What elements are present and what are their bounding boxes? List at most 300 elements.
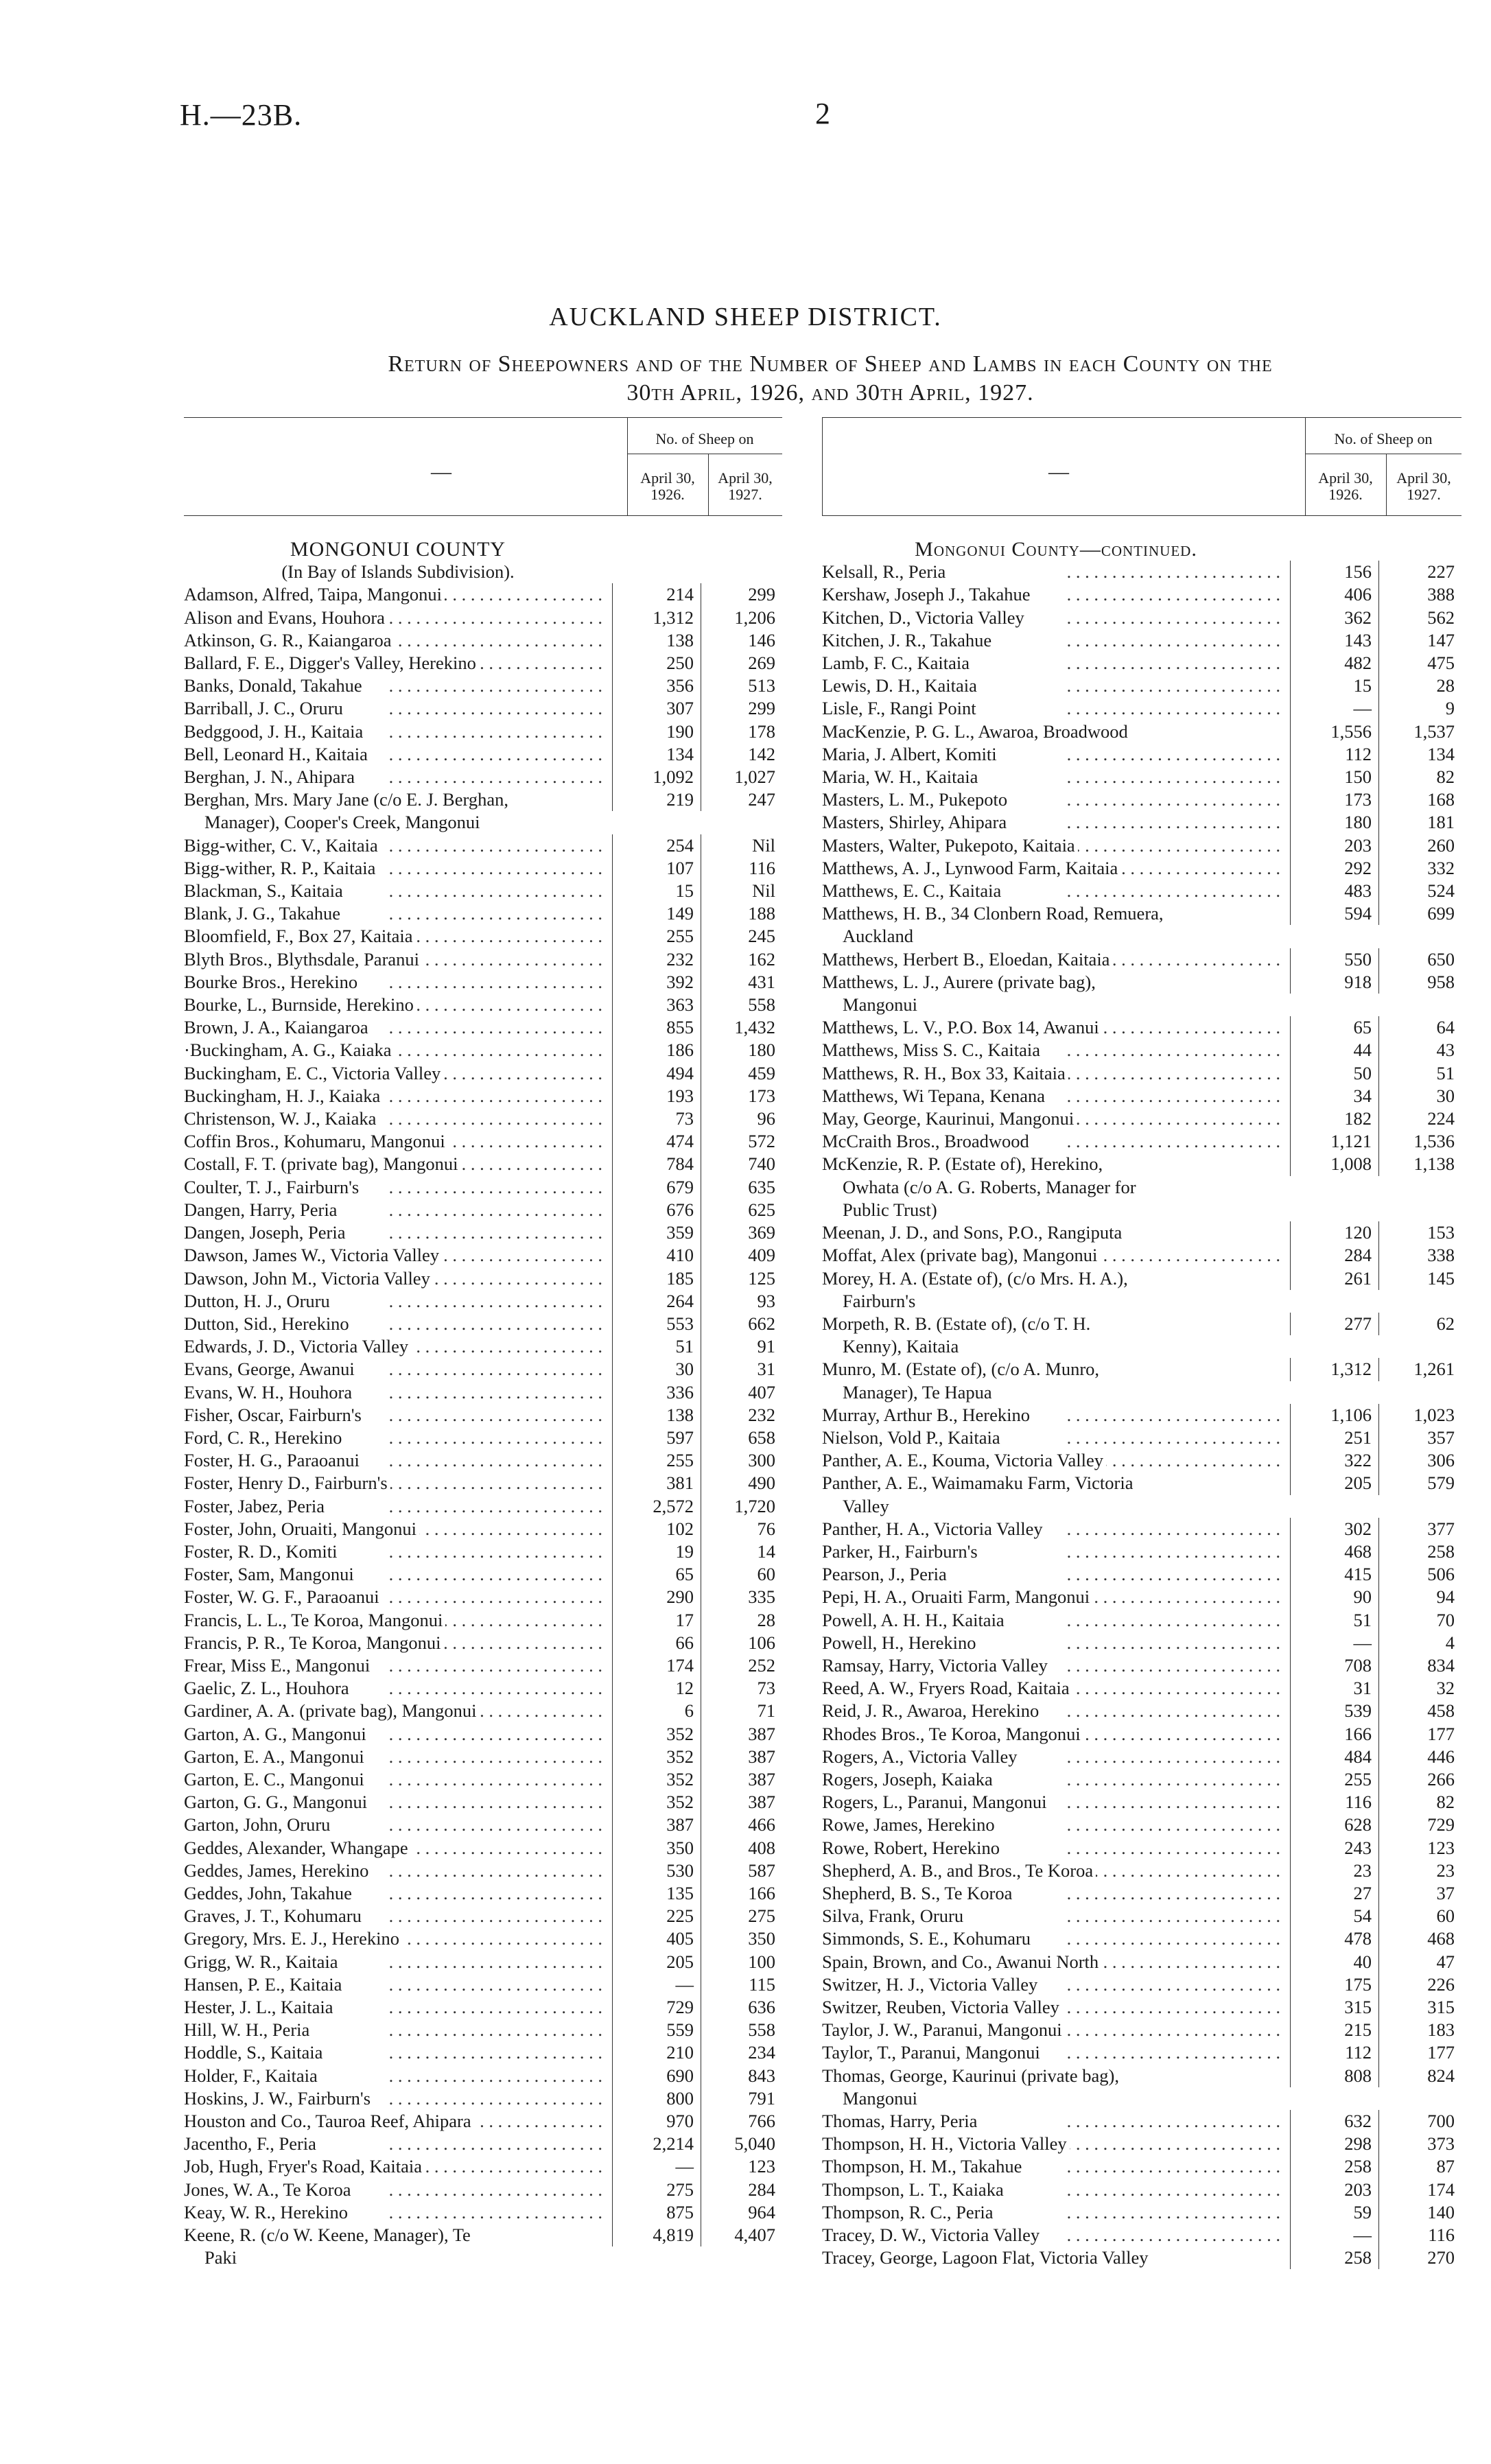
sheep-1927: 275 xyxy=(701,1905,782,1927)
table-row xyxy=(822,2155,1461,2178)
owner-name xyxy=(184,1632,612,1654)
sheep-1926: 210 xyxy=(612,2041,701,2064)
col-1927-header: April 30, 1927. xyxy=(718,469,773,503)
sheep-1926: 250 xyxy=(612,652,701,674)
owner-name xyxy=(184,2246,612,2269)
sheep-1927: 431 xyxy=(701,971,782,994)
sheep-1927: 96 xyxy=(701,1107,782,1130)
owner-name xyxy=(822,1085,1290,1107)
sheep-1927: 174 xyxy=(1378,2179,1461,2201)
sheep-1927: 260 xyxy=(1378,834,1461,857)
owner-name-text: Edwards, J. D., Victoria Valley xyxy=(184,1336,411,1357)
sheep-1926: 307 xyxy=(612,697,701,720)
owner-name xyxy=(184,1837,612,1859)
owner-name-text: Matthews, H. B., 34 Clonbern Road, Remuera, xyxy=(822,903,1166,924)
owner-name-text: Geddes, John, Takahue xyxy=(184,1883,355,1903)
table-row xyxy=(184,2087,782,2110)
owner-name-text: Gregory, Mrs. E. J., Herekino xyxy=(184,1928,402,1949)
table-row xyxy=(822,1586,1461,1608)
table-row xyxy=(184,857,782,880)
owner-name-text: Bourke, L., Burnside, Herekino xyxy=(184,994,416,1015)
owner-name-text: Ballard, F. E., Digger's Valley, Herekino xyxy=(184,653,479,673)
owner-name xyxy=(184,1996,612,2019)
owner-name xyxy=(822,2179,1290,2201)
table-row xyxy=(184,1791,782,1814)
sheep-1926: 203 xyxy=(1290,2179,1378,2201)
sheep-1927: 635 xyxy=(701,1176,782,1199)
owner-name-text: Panther, A. E., Waimamaku Farm, Victoria xyxy=(822,1472,1136,1493)
table-row xyxy=(822,629,1461,652)
sheep-1926: 190 xyxy=(612,720,701,743)
sheep-1927: 106 xyxy=(701,1632,782,1654)
table-row xyxy=(822,1016,1461,1039)
owner-name-text: Bloomfield, F., Box 27, Kaitaia xyxy=(184,926,416,946)
table-row xyxy=(822,2065,1461,2087)
table-row xyxy=(184,1859,782,1882)
owner-name-text: Hester, J. L., Kaitaia xyxy=(184,1997,336,2017)
sheep-1926: 51 xyxy=(1290,1609,1378,1632)
owner-name-text: Hansen, P. E., Kaitaia xyxy=(184,1974,344,1995)
owner-name xyxy=(184,925,612,948)
owner-name-text: Switzer, Reuben, Victoria Valley xyxy=(822,1997,1062,2017)
owner-name-text: Thomas, George, Kaurinui (private bag), xyxy=(822,2065,1122,2086)
owner-name-text: Alison and Evans, Houhora xyxy=(184,607,388,628)
table-row xyxy=(184,1244,782,1267)
owner-name xyxy=(184,1518,612,1540)
sheep-1926: 363 xyxy=(612,994,701,1016)
table-row xyxy=(184,1381,782,1404)
sheep-1927: 766 xyxy=(701,2110,782,2133)
owner-name xyxy=(184,1814,612,1836)
sheep-1926: 59 xyxy=(1290,2201,1378,2224)
table-row xyxy=(184,1290,782,1313)
sheep-1927: 224 xyxy=(1378,1107,1461,1130)
sheep-1926: 679 xyxy=(612,1176,701,1199)
owner-name-text: Jacentho, F., Peria xyxy=(184,2133,319,2154)
sheep-1927: 284 xyxy=(701,2179,782,2201)
owner-name xyxy=(184,1130,612,1153)
sheep-1927: 153 xyxy=(1378,1221,1461,1244)
owner-name xyxy=(822,1905,1290,1927)
sheep-1927: 388 xyxy=(1378,583,1461,606)
owner-name xyxy=(184,788,612,811)
sheep-1926: 175 xyxy=(1290,1973,1378,1996)
owner-name xyxy=(822,902,1290,925)
sheep-count-group-header: No. of Sheep on xyxy=(1334,430,1433,447)
owner-name-text: Maria, J. Albert, Komiti xyxy=(822,744,1000,764)
owner-name-text: Lamb, F. C., Kaitaia xyxy=(822,653,972,673)
sheep-1926: 261 xyxy=(1290,1267,1378,1290)
sheep-1926: 15 xyxy=(612,880,701,902)
owner-name-text: Christenson, W. J., Kaiaka xyxy=(184,1108,379,1129)
table-row xyxy=(822,1221,1461,1244)
owner-name-text: Kenny), Kaitaia xyxy=(843,1336,961,1357)
owner-name xyxy=(184,994,612,1016)
sheep-1926: 19 xyxy=(612,1540,701,1563)
table-row xyxy=(184,1358,782,1381)
owner-name xyxy=(822,1951,1290,1973)
sheep-1926: 135 xyxy=(612,1882,701,1905)
owner-name-text: Thompson, H. M., Takahue xyxy=(822,2156,1024,2176)
owner-name xyxy=(184,1768,612,1791)
owner-name-text: MacKenzie, P. G. L., Awaroa, Broadwood xyxy=(822,721,1131,742)
owner-name-text: Bigg-wither, R. P., Kaitaia xyxy=(184,858,378,878)
table-row xyxy=(822,1085,1461,1107)
sheep-1927: 140 xyxy=(1378,2201,1461,2224)
owner-name xyxy=(184,1951,612,1973)
owner-name-text: Foster, Jabez, Peria xyxy=(184,1496,327,1516)
table-row xyxy=(184,1518,782,1540)
table-row xyxy=(184,1905,782,1927)
table-row xyxy=(822,1130,1461,1153)
owner-name xyxy=(822,629,1290,652)
owner-name-text: Pearson, J., Peria xyxy=(822,1564,950,1584)
table-row xyxy=(184,1654,782,1677)
sheep-1927: 180 xyxy=(701,1039,782,1061)
table-row xyxy=(184,607,782,629)
table-row xyxy=(822,994,1461,1016)
owner-name-text: Morey, H. A. (Estate of), (c/o Mrs. H. A.), xyxy=(822,1268,1131,1289)
owner-name-text: Grigg, W. R., Kaitaia xyxy=(184,1951,341,1972)
owner-name-text: Simmonds, S. E., Kohumaru xyxy=(822,1928,1033,1949)
right-table-body xyxy=(822,516,1461,2269)
owner-name xyxy=(822,1449,1290,1472)
owner-name xyxy=(822,1996,1290,2019)
owner-name-text: Gaelic, Z. L., Houhora xyxy=(184,1678,352,1698)
owner-name-text: Foster, Sam, Mangonui xyxy=(184,1564,357,1584)
owner-name-text: Panther, H. A., Victoria Valley xyxy=(822,1518,1046,1539)
owner-name-text: Rowe, Robert, Herekino xyxy=(822,1838,1002,1858)
owner-name-text: Keene, R. (c/o W. Keene, Manager), Te xyxy=(184,2225,473,2245)
owner-name-text: Matthews, Miss S. C., Kaitaia xyxy=(822,1040,1043,1060)
table-row xyxy=(822,902,1461,925)
owner-name xyxy=(184,1746,612,1768)
owner-name-text: Owhata (c/o A. G. Roberts, Manager for xyxy=(843,1177,1139,1197)
left-table xyxy=(184,417,782,2269)
sheep-1927: 116 xyxy=(701,857,782,880)
page-subtitle xyxy=(185,350,1475,408)
owner-name xyxy=(822,2065,1290,2087)
sheep-1926: 156 xyxy=(1290,561,1378,583)
sheep-1926: 708 xyxy=(1290,1654,1378,1677)
table-row xyxy=(822,1176,1461,1199)
owner-name-text: Manager), Te Hapua xyxy=(843,1382,995,1403)
owner-name xyxy=(822,1677,1290,1700)
table-row xyxy=(822,1768,1461,1791)
sheep-1927: 226 xyxy=(1378,1973,1461,1996)
owner-name xyxy=(822,1016,1290,1039)
owner-name xyxy=(184,1107,612,1130)
table-row xyxy=(184,1927,782,1950)
table-row xyxy=(184,1996,782,2019)
sheep-1926: — xyxy=(1290,2224,1378,2246)
owner-name-text: Rogers, Joseph, Kaiaka xyxy=(822,1769,996,1790)
sheep-1927: 558 xyxy=(701,994,782,1016)
owner-name-text: Mangonui xyxy=(843,994,920,1015)
sheep-1926: 215 xyxy=(1290,2019,1378,2041)
owner-name-text: Switzer, H. J., Victoria Valley xyxy=(822,1974,1040,1995)
table-row xyxy=(184,1107,782,1130)
owner-name xyxy=(822,1244,1290,1267)
sheep-1926: 149 xyxy=(612,902,701,925)
sheep-1927: 315 xyxy=(1378,1996,1461,2019)
table-row xyxy=(184,1609,782,1632)
table-row xyxy=(822,2201,1461,2224)
sheep-1926: 474 xyxy=(612,1130,701,1153)
sheep-1927: 387 xyxy=(701,1791,782,1814)
sheep-1926: 530 xyxy=(612,1859,701,1882)
owner-name-text: Pepi, H. A., Oruaiti Farm, Mangonui xyxy=(822,1586,1092,1607)
owner-name-text: Houston and Co., Tauroa Reef, Ahipara xyxy=(184,2111,474,2131)
sheep-1927: 62 xyxy=(1378,1313,1461,1335)
sheep-1927: 791 xyxy=(701,2087,782,2110)
sheep-1926: 205 xyxy=(612,1951,701,1973)
sheep-1927: 524 xyxy=(1378,880,1461,902)
owner-name xyxy=(184,1723,612,1746)
owner-name xyxy=(822,857,1290,880)
sheep-1926: 494 xyxy=(612,1062,701,1085)
sheep-1927: 369 xyxy=(701,1221,782,1244)
table-row xyxy=(822,2224,1461,2246)
owner-name xyxy=(184,1381,612,1404)
sheep-1927: 4,407 xyxy=(701,2224,782,2246)
sheep-1926: 186 xyxy=(612,1039,701,1061)
sheep-1927: 82 xyxy=(1378,1791,1461,1814)
table-row xyxy=(822,1449,1461,1472)
owner-name-text: Berghan, Mrs. Mary Jane (c/o E. J. Berghan, xyxy=(184,789,511,810)
table-row xyxy=(822,1358,1461,1381)
owner-name xyxy=(184,1563,612,1586)
owner-name-text: Thompson, R. C., Peria xyxy=(822,2202,996,2222)
owner-name xyxy=(184,1927,612,1950)
sheep-1927: 183 xyxy=(1378,2019,1461,2041)
owner-name-text: Taylor, T., Paranui, Mangonui xyxy=(822,2042,1043,2063)
owner-name xyxy=(822,583,1290,606)
owner-name xyxy=(184,811,612,834)
sheep-1926: 292 xyxy=(1290,857,1378,880)
owner-name-text: Garton, John, Oruru xyxy=(184,1814,333,1835)
owner-name xyxy=(184,971,612,994)
sheep-1926: 17 xyxy=(612,1609,701,1632)
table-row xyxy=(184,948,782,971)
table-row xyxy=(184,1449,782,1472)
owner-name-text: Public Trust) xyxy=(843,1199,940,1220)
owner-name-text: Munro, M. (Estate of), (c/o A. Munro, xyxy=(822,1359,1102,1379)
owner-name xyxy=(822,607,1290,629)
sheep-1927: 306 xyxy=(1378,1449,1461,1472)
sheep-1927: 350 xyxy=(701,1927,782,1950)
sheep-1926: 352 xyxy=(612,1768,701,1791)
owner-name xyxy=(184,1176,612,1199)
owner-name xyxy=(822,652,1290,674)
sheep-1927: 168 xyxy=(1378,788,1461,811)
owner-name-text: Evans, George, Awanui xyxy=(184,1359,357,1379)
sheep-1927: 387 xyxy=(701,1768,782,1791)
right-table xyxy=(822,417,1461,2269)
sheep-1927: 466 xyxy=(701,1814,782,1836)
table-row xyxy=(184,1267,782,1290)
owner-name xyxy=(822,674,1290,697)
owner-name xyxy=(822,2201,1290,2224)
sheep-1926: 51 xyxy=(612,1335,701,1358)
page-title: AUCKLAND SHEEP DISTRICT. xyxy=(549,303,942,331)
table-row xyxy=(822,1107,1461,1130)
owner-name xyxy=(822,1313,1290,1335)
owner-name xyxy=(822,1814,1290,1836)
table-row xyxy=(822,1313,1461,1335)
table-row xyxy=(822,2087,1461,2110)
owner-name xyxy=(822,788,1290,811)
sheep-1926: 277 xyxy=(1290,1313,1378,1335)
sheep-1926: 356 xyxy=(612,674,701,697)
table-row xyxy=(184,1153,782,1175)
table-row xyxy=(822,1677,1461,1700)
sheep-1926: 73 xyxy=(612,1107,701,1130)
right-table-header xyxy=(822,417,1461,516)
owner-name xyxy=(184,2019,612,2041)
sheep-1927: 377 xyxy=(1378,1518,1461,1540)
table-row xyxy=(184,2155,782,2178)
owner-name xyxy=(822,1290,1290,1313)
sheep-1927: 579 xyxy=(1378,1472,1461,1494)
owner-name-text: Dutton, Sid., Herekino xyxy=(184,1313,352,1334)
owner-name xyxy=(184,834,612,857)
sheep-1927: 28 xyxy=(1378,674,1461,697)
owner-name xyxy=(184,1882,612,1905)
sheep-1927: 93 xyxy=(701,1290,782,1313)
sheep-1926: 255 xyxy=(1290,1768,1378,1791)
owner-name xyxy=(184,1290,612,1313)
sheep-1926: 65 xyxy=(612,1563,701,1586)
owner-name-text: Valley xyxy=(843,1496,892,1516)
owner-name-text: Gardiner, A. A. (private bag), Mangonui xyxy=(184,1700,480,1721)
owner-name xyxy=(822,561,1290,583)
subtitle-line-2: 30th April, 1926, and 30th April, 1927. xyxy=(626,380,1034,406)
sheep-1926: 243 xyxy=(1290,1837,1378,1859)
owner-name xyxy=(822,720,1290,743)
sheep-1927: 1,138 xyxy=(1378,1153,1461,1175)
owner-name xyxy=(822,948,1290,971)
sheep-1927: 91 xyxy=(701,1335,782,1358)
sheep-1926: 484 xyxy=(1290,1746,1378,1768)
table-row xyxy=(822,1973,1461,1996)
owner-name xyxy=(184,1358,612,1381)
owner-name xyxy=(184,629,612,652)
owner-name-text: Blank, J. G., Takahue xyxy=(184,903,343,924)
sheep-1927: 658 xyxy=(701,1427,782,1449)
sheep-1926: 539 xyxy=(1290,1700,1378,1722)
section-label: MONGONUI COUNTY xyxy=(290,538,506,561)
owner-name xyxy=(822,971,1290,994)
sheep-1926: 203 xyxy=(1290,834,1378,857)
owner-name-text: Parker, H., Fairburn's xyxy=(822,1541,981,1562)
sheep-1927: 188 xyxy=(701,902,782,925)
table-row xyxy=(822,880,1461,902)
table-row xyxy=(184,1085,782,1107)
table-row xyxy=(822,1335,1461,1358)
sheep-1926: 800 xyxy=(612,2087,701,2110)
sheep-1927: 562 xyxy=(1378,607,1461,629)
sheep-1926: 255 xyxy=(612,925,701,948)
sheep-1926: 392 xyxy=(612,971,701,994)
sheep-1927: 843 xyxy=(701,2065,782,2087)
owner-name xyxy=(184,743,612,766)
owner-name xyxy=(184,948,612,971)
sheep-1926: 302 xyxy=(1290,1518,1378,1540)
owner-name-text: Morpeth, R. B. (Estate of), (c/o T. H. xyxy=(822,1313,1093,1334)
table-row xyxy=(184,2041,782,2064)
owner-name xyxy=(184,1313,612,1335)
owner-name xyxy=(822,2246,1290,2269)
table-row xyxy=(822,971,1461,994)
sheep-1927: 37 xyxy=(1378,1882,1461,1905)
owner-name xyxy=(822,1609,1290,1632)
owner-name-text: Garton, G. G., Mangonui xyxy=(184,1792,370,1812)
owner-name-text: Reid, J. R., Awaroa, Herekino xyxy=(822,1700,1042,1721)
sheep-1926: 362 xyxy=(1290,607,1378,629)
sheep-count-group-header: No. of Sheep on xyxy=(655,430,754,447)
sheep-1926: 284 xyxy=(1290,1244,1378,1267)
subtitle-line-1: Return of Sheepowners and of the Number of Sheep and Lambs in each County on the xyxy=(388,351,1273,377)
sheep-1926: 597 xyxy=(612,1427,701,1449)
owner-name xyxy=(822,1472,1290,1494)
sheep-1927: 558 xyxy=(701,2019,782,2041)
sheep-1927: 636 xyxy=(701,1996,782,2019)
sheep-1926: 1,121 xyxy=(1290,1130,1378,1153)
table-row xyxy=(184,925,782,948)
sheep-1927: 71 xyxy=(701,1700,782,1722)
owner-name xyxy=(822,811,1290,834)
sheep-1926: 553 xyxy=(612,1313,701,1335)
owner-name-text: Adamson, Alfred, Taipa, Mangonui xyxy=(184,584,445,605)
owner-name xyxy=(822,1358,1290,1381)
owner-name-text: Bell, Leonard H., Kaitaia xyxy=(184,744,371,764)
owner-name-text: Francis, L. L., Te Koroa, Mangonui xyxy=(184,1610,445,1630)
sheep-1926: 4,819 xyxy=(612,2224,701,2246)
owner-name-text: Dawson, John M., Victoria Valley xyxy=(184,1268,433,1289)
owner-name-text: Matthews, L. J., Aurere (private bag), xyxy=(822,972,1099,992)
sheep-1927: 134 xyxy=(1378,743,1461,766)
table-row xyxy=(822,720,1461,743)
sheep-1927: 125 xyxy=(701,1267,782,1290)
table-row xyxy=(184,994,782,1016)
sheep-1926: 23 xyxy=(1290,1859,1378,1882)
sheep-1927: 1,027 xyxy=(701,766,782,788)
section-label: Mongonui County—continued. xyxy=(915,538,1197,561)
sheep-1926: 90 xyxy=(1290,1586,1378,1608)
owner-name-text: Foster, John, Oruaiti, Mangonui xyxy=(184,1518,419,1539)
sheep-1927: 506 xyxy=(1378,1563,1461,1586)
sheep-1927: 407 xyxy=(701,1381,782,1404)
owner-name-text: Francis, P. R., Te Koroa, Mangonui xyxy=(184,1632,444,1653)
owner-name-text: Costall, F. T. (private bag), Mangonui xyxy=(184,1153,461,1174)
sheep-1927: 357 xyxy=(1378,1427,1461,1449)
owner-name-text: Foster, H. G., Paraoanui xyxy=(184,1450,362,1470)
owner-name xyxy=(822,1586,1290,1608)
sheep-1927: 32 xyxy=(1378,1677,1461,1700)
owner-name-text: Foster, W. G. F., Paraoanui xyxy=(184,1586,382,1607)
owner-name-text: Jones, W. A., Te Koroa xyxy=(184,2179,354,2200)
table-row xyxy=(822,697,1461,720)
table-row xyxy=(822,1837,1461,1859)
sheep-1926: 1,312 xyxy=(1290,1358,1378,1381)
owner-name xyxy=(184,1609,612,1632)
sheep-1926: — xyxy=(612,2155,701,2178)
owner-name-text: McCraith Bros., Broadwood xyxy=(822,1131,1032,1151)
owner-name xyxy=(184,1973,612,1996)
owner-name-text: Nielson, Vold P., Kaitaia xyxy=(822,1427,1003,1448)
owner-name xyxy=(184,1791,612,1814)
